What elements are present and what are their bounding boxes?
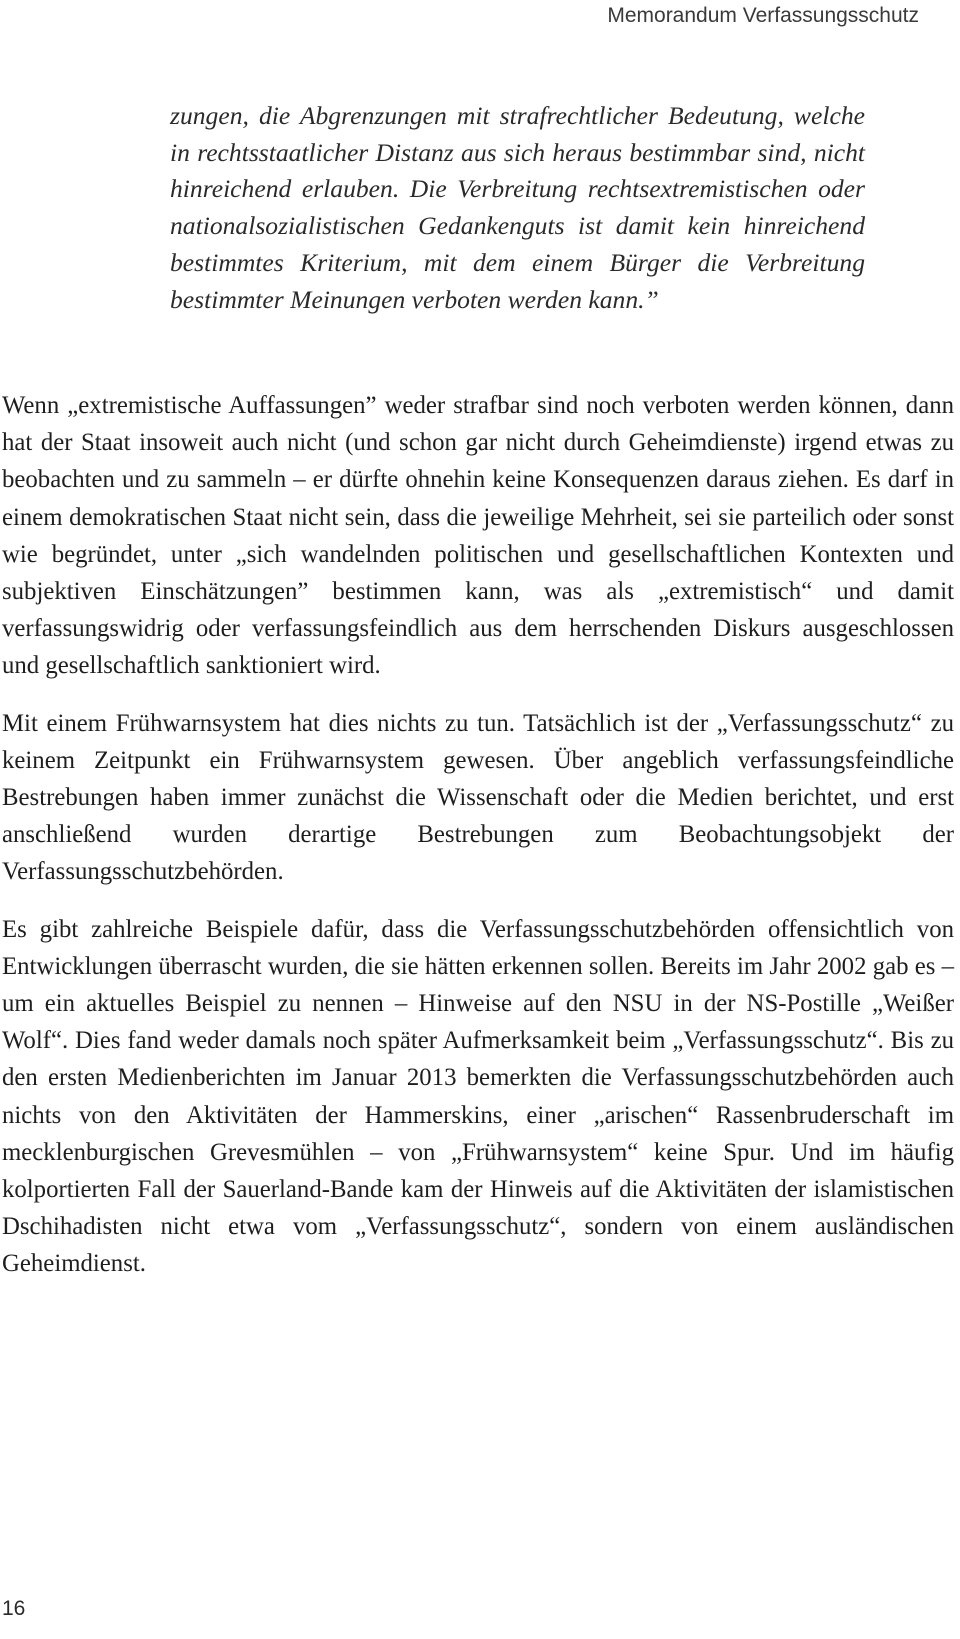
page-number: 16 — [2, 1597, 26, 1620]
body-text — [2, 387, 954, 1283]
paragraph: Wenn „extremistische Auffassungen” weder strafbar sind noch verboten werden können, dann hat der Staat insoweit auch nicht (und schon gar nicht durch Geheimdienste) irgend etwas zu beobachten und zu sammeln – er dürfte ohnehin keine Konsequenzen daraus ziehen. Es darf in einem demokratischen Staat nicht sein, dass die jeweilige Mehrheit, sei sie parteilich oder sonst wie begründet, unter „sich wandelnden politischen und gesellschaftlichen Kontexten und subjektiven Einschätzungen” bestimmen kann, was als „extremistisch“ und damit verfassungswidrig oder verfassungsfeindlich aus dem herrschenden Diskurs ausgeschlossen und gesellschaftlich sanktioniert wird. — [2, 392, 954, 680]
running-header: Memorandum Verfassungsschutz — [607, 4, 919, 27]
paragraph: Mit einem Frühwarnsystem hat dies nichts zu tun. Tatsächlich ist der „Verfassungsschutz“ zu keinem Zeitpunkt ein Frühwarnsystem gewesen. Über angeblich verfassungsfeindliche Bestrebungen haben immer zunächst die Wissenschaft oder die Medien berichtet, und erst anschließend wurden derartige Bestrebungen zum Beobachtungsobjekt der Verfassungsschutzbehörden. — [2, 709, 954, 886]
paragraph: Es gibt zahlreiche Beispiele dafür, dass die Verfassungsschutzbehörden offensichtlich von Entwicklungen überrascht wurden, die sie hätten erkennen sollen. Bereits im Jahr 2002 gab es – um ein aktuelles Beispiel zu nennen – Hinweise auf den NSU in der NS-Postille „Weißer Wolf“. Dies fand weder damals noch später Aufmerksamkeit beim „Verfassungsschutz“. Bis zu den ersten Medienberichten im Januar 2013 bemerkten die Verfassungsschutzbehörden auch nichts von den Aktivitäten der Hammerskins, einer „arischen“ Rassenbruderschaft im mecklenburgischen Grevesmühlen – von „Frühwarnsystem“ keine Spur. Und im häufig kolportierten Fall der Sauerland-Bande kam der Hinweis auf die Aktivitäten der islamistischen Dschihadisten nicht etwa vom „Verfassungsschutz“, sondern von einem ausländischen Geheimdienst. — [2, 915, 954, 1278]
block-quote: zungen, die Abgrenzungen mit strafrechtlicher Bedeutung, welche in rechtsstaatlicher Distanz aus sich heraus bestimmbar sind, nicht hinreichend erlauben. Die Verbreitung rechtsextremistischen oder nationalsozialistischen Gedankenguts ist damit kein hinreichend bestimmtes Kriterium, mit dem einem Bürger die Verbreitung bestimmter Meinungen verboten werden kann.” — [170, 101, 865, 314]
